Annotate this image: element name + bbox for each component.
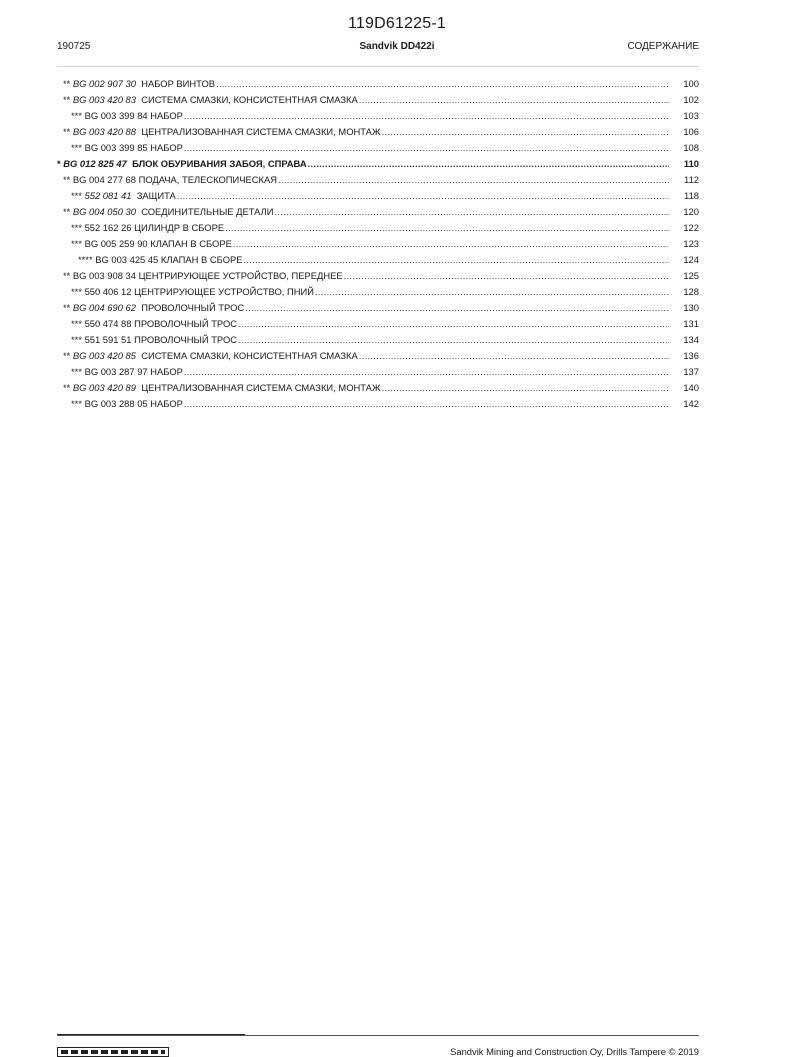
toc-entry-level: ** bbox=[63, 94, 71, 105]
toc-entry[interactable] bbox=[57, 317, 699, 333]
dot-leader bbox=[238, 333, 669, 347]
toc-entry-code: BG 003 399 85 bbox=[84, 142, 148, 153]
toc-entry-title: ПРОВОЛОЧНЫЙ ТРОС bbox=[141, 302, 245, 313]
toc-entry-title: СОЕДИНИТЕЛЬНЫЕ ДЕТАЛИ bbox=[141, 206, 274, 217]
toc-entry-title: НАБОР bbox=[150, 398, 183, 409]
toc-entry-page: 137 bbox=[683, 366, 699, 377]
toc-entry[interactable] bbox=[57, 109, 699, 125]
toc-entry-level: ** bbox=[63, 206, 71, 217]
toc-entry-level: *** bbox=[71, 366, 82, 377]
toc-entry-level: *** bbox=[71, 398, 82, 409]
toc-entry-level: ** bbox=[63, 350, 71, 361]
toc-entry-code: BG 003 420 88 bbox=[72, 126, 136, 137]
toc-entry-code: BG 004 050 30 bbox=[72, 206, 136, 217]
toc-entry-page: 112 bbox=[684, 174, 699, 185]
toc-entry-code: BG 004 690 62 bbox=[72, 302, 136, 313]
toc-entry[interactable] bbox=[57, 205, 699, 221]
dot-leader bbox=[225, 221, 669, 235]
toc-entry-title: БЛОК ОБУРИВАНИЯ ЗАБОЯ, СПРАВА bbox=[132, 158, 307, 169]
dot-leader bbox=[177, 189, 669, 203]
toc-entry-page: 120 bbox=[683, 206, 699, 217]
toc-entry-code: 552 162 26 bbox=[84, 222, 132, 233]
dot-leader bbox=[382, 381, 669, 395]
toc-entry-page: 103 bbox=[683, 110, 699, 121]
toc-entry-code: BG 004 277 68 bbox=[72, 174, 136, 185]
table-of-contents bbox=[57, 77, 699, 413]
document-number: 119D61225-1 bbox=[348, 15, 446, 32]
toc-entry-title: ЦЕНТРАЛИЗОВАННАЯ СИСТЕМА СМАЗКИ, МОНТАЖ bbox=[141, 126, 381, 137]
toc-entry[interactable] bbox=[57, 269, 699, 285]
toc-entry-code: 551 591 51 bbox=[84, 334, 132, 345]
toc-entry[interactable] bbox=[57, 157, 699, 173]
toc-entry-code: BG 003 425 45 bbox=[95, 254, 159, 265]
toc-entry-page: 130 bbox=[683, 302, 699, 313]
dot-leader bbox=[244, 253, 670, 267]
toc-entry-code: BG 003 420 83 bbox=[72, 94, 136, 105]
toc-entry[interactable] bbox=[57, 285, 699, 301]
toc-entry-title: КЛАПАН В СБОРЕ bbox=[160, 254, 243, 265]
footer-rule bbox=[57, 1035, 699, 1036]
toc-entry-title: НАБОР bbox=[150, 366, 183, 377]
dot-leader bbox=[344, 269, 669, 283]
toc-entry-title: ПРОВОЛОЧНЫЙ ТРОС bbox=[134, 318, 238, 329]
toc-entry-page: 125 bbox=[683, 270, 699, 281]
toc-entry-level: **** bbox=[78, 254, 93, 265]
header-section-title: СОДЕРЖАНИЕ bbox=[627, 41, 699, 52]
toc-entry[interactable] bbox=[57, 349, 699, 365]
dot-leader bbox=[184, 365, 669, 379]
dot-leader bbox=[245, 301, 669, 315]
toc-entry-page: 131 bbox=[683, 318, 699, 329]
toc-entry[interactable] bbox=[57, 365, 699, 381]
toc-entry-title: ЗАЩИТА bbox=[136, 190, 176, 201]
toc-entry-level: ** bbox=[63, 174, 71, 185]
toc-entry-page: 118 bbox=[684, 190, 699, 201]
dot-leader bbox=[275, 205, 670, 219]
toc-entry-title: ПОДАЧА, ТЕЛЕСКОПИЧЕСКАЯ bbox=[138, 174, 278, 185]
toc-entry-title: НАБОР bbox=[150, 110, 183, 121]
toc-entry-title: ПРОВОЛОЧНЫЙ ТРОС bbox=[134, 334, 238, 345]
toc-entry-title: ЦИЛИНДР В СБОРЕ bbox=[134, 222, 225, 233]
toc-entry-code: BG 003 399 84 bbox=[84, 110, 148, 121]
toc-entry-level: *** bbox=[71, 222, 82, 233]
toc-entry-title: КЛАПАН В СБОРЕ bbox=[150, 238, 232, 249]
toc-entry-level: ** bbox=[63, 78, 71, 89]
toc-entry[interactable] bbox=[57, 221, 699, 237]
dot-leader bbox=[233, 237, 669, 251]
toc-entry-page: 136 bbox=[683, 350, 699, 361]
dot-leader bbox=[184, 109, 669, 123]
toc-entry-title: ЦЕНТРИРУЮЩЕЕ УСТРОЙСТВО, ПЕРЕДНЕЕ bbox=[138, 270, 343, 281]
toc-entry[interactable] bbox=[57, 253, 699, 269]
toc-entry[interactable] bbox=[57, 141, 699, 157]
toc-entry[interactable] bbox=[57, 397, 699, 413]
toc-entry-code: BG 003 288 05 bbox=[84, 398, 148, 409]
dot-leader bbox=[278, 173, 669, 187]
dot-leader bbox=[315, 285, 669, 299]
toc-entry-page: 134 bbox=[683, 334, 699, 345]
sandvik-logo bbox=[57, 1047, 169, 1057]
dot-leader bbox=[382, 125, 669, 139]
toc-entry-level: ** bbox=[63, 126, 71, 137]
toc-entry-page: 108 bbox=[683, 142, 699, 153]
toc-entry-title: НАБОР ВИНТОВ bbox=[141, 78, 216, 89]
toc-entry-code: BG 003 908 34 bbox=[72, 270, 136, 281]
toc-entry-title: ЦЕНТРАЛИЗОВАННАЯ СИСТЕМА СМАЗКИ, МОНТАЖ bbox=[141, 382, 381, 393]
toc-entry-page: 110 bbox=[683, 158, 699, 169]
toc-entry-page: 124 bbox=[683, 254, 699, 265]
toc-entry-title: СИСТЕМА СМАЗКИ, КОНСИСТЕНТНАЯ СМАЗКА bbox=[141, 94, 358, 105]
toc-entry[interactable] bbox=[57, 333, 699, 349]
toc-entry-code: 552 081 41 bbox=[84, 190, 132, 201]
toc-entry[interactable] bbox=[57, 237, 699, 253]
toc-entry[interactable] bbox=[57, 93, 699, 109]
toc-entry-level: ** bbox=[63, 302, 71, 313]
toc-entry-code: 550 474 88 bbox=[84, 318, 132, 329]
toc-entry-level: *** bbox=[71, 142, 82, 153]
toc-entry-code: BG 003 420 85 bbox=[72, 350, 136, 361]
toc-entry[interactable] bbox=[57, 301, 699, 317]
toc-entry[interactable] bbox=[57, 125, 699, 141]
toc-entry-page: 140 bbox=[683, 382, 699, 393]
toc-entry-page: 100 bbox=[683, 78, 699, 89]
toc-entry-level: *** bbox=[71, 334, 82, 345]
toc-entry-code: BG 003 420 89 bbox=[72, 382, 136, 393]
toc-entry-title: СИСТЕМА СМАЗКИ, КОНСИСТЕНТНАЯ СМАЗКА bbox=[141, 350, 358, 361]
header-date-code: 190725 bbox=[57, 41, 91, 52]
toc-entry-title: ЦЕНТРИРУЮЩЕЕ УСТРОЙСТВО, ПНИЙ bbox=[134, 286, 314, 297]
dot-leader bbox=[216, 77, 669, 91]
dot-leader bbox=[308, 157, 669, 171]
toc-entry[interactable] bbox=[57, 381, 699, 397]
toc-entry-level: *** bbox=[71, 286, 82, 297]
dot-leader bbox=[359, 349, 669, 363]
toc-entry[interactable] bbox=[57, 189, 699, 205]
toc-entry-page: 128 bbox=[683, 286, 699, 297]
toc-entry-code: BG 003 287 97 bbox=[84, 366, 148, 377]
dot-leader bbox=[184, 141, 669, 155]
header-rule bbox=[57, 66, 699, 67]
toc-entry-level: ** bbox=[63, 382, 71, 393]
toc-entry-title: НАБОР bbox=[150, 142, 183, 153]
toc-entry[interactable] bbox=[57, 77, 699, 93]
toc-entry-level: *** bbox=[71, 110, 82, 121]
toc-entry-level: * bbox=[57, 158, 61, 169]
toc-entry-page: 102 bbox=[683, 94, 699, 105]
dot-leader bbox=[359, 93, 669, 107]
toc-entry-code: BG 012 825 47 bbox=[63, 158, 127, 169]
toc-entry-page: 142 bbox=[683, 398, 699, 409]
footer-copyright: Sandvik Mining and Construction Oy, Drills Tampere © 2019 bbox=[450, 1046, 699, 1057]
toc-entry-level: *** bbox=[71, 238, 82, 249]
toc-entry-code: BG 002 907 30 bbox=[72, 78, 136, 89]
toc-entry-code: BG 005 259 90 bbox=[84, 238, 148, 249]
toc-entry-page: 123 bbox=[683, 238, 699, 249]
dot-leader bbox=[238, 317, 669, 331]
toc-entry[interactable] bbox=[57, 173, 699, 189]
header-product-name: Sandvik DD422i bbox=[359, 41, 435, 52]
toc-entry-page: 106 bbox=[683, 126, 699, 137]
toc-entry-level: *** bbox=[71, 318, 82, 329]
toc-entry-code: 550 406 12 bbox=[84, 286, 132, 297]
toc-entry-page: 122 bbox=[683, 222, 699, 233]
toc-entry-level: *** bbox=[71, 190, 82, 201]
toc-entry-level: ** bbox=[63, 270, 71, 281]
dot-leader bbox=[184, 397, 669, 411]
